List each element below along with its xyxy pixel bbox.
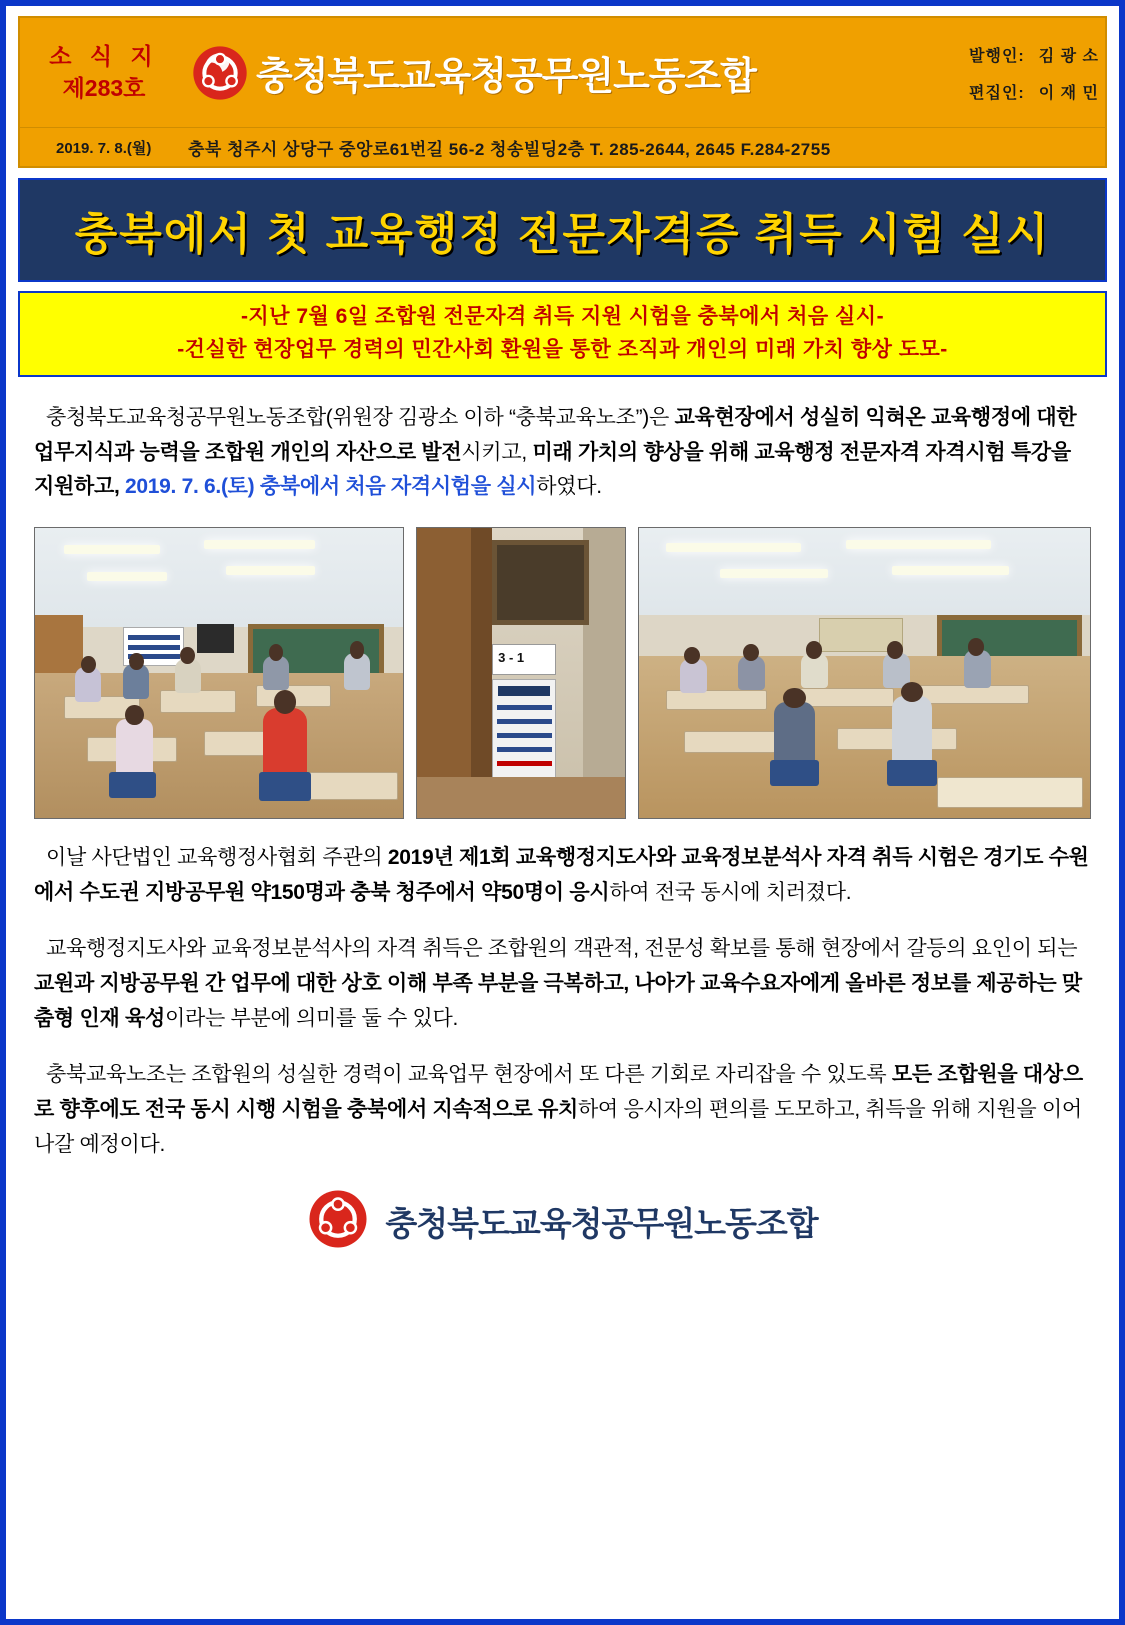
- p1-seg-4: 미래 가치의 향상을 위해 교육행정 전문자격 자격시험 특강을 지원하고,: [34, 440, 1071, 499]
- issue-box: [20, 18, 188, 127]
- subtitle-box: [18, 291, 1107, 377]
- p3-seg-2: 교원과 지방공무원 간 업무에 대한 상호 이해 부족 부분을 극복하고, 나아가 교육수요자에게 올바른 정보를 제공하는 맞춤형 인재 육성: [34, 971, 1082, 1030]
- masthead: [18, 16, 1107, 168]
- publisher-line: [890, 43, 1099, 66]
- article-body: [18, 401, 1107, 1162]
- paragraph-3: [34, 932, 1091, 1036]
- p1-seg-6: 하였다.: [536, 475, 602, 499]
- publisher-label: 발행인:: [969, 47, 1025, 65]
- editor-label: 편집인:: [969, 84, 1025, 102]
- issue-number: 제283호: [62, 74, 146, 101]
- footer: [18, 1188, 1107, 1255]
- editor-line: [890, 80, 1099, 103]
- subtitle-line-2: -건실한 현장업무 경력의 민간사회 환원을 통한 조직과 개인의 미래 가치 향상 도모-: [177, 337, 948, 361]
- contact-address: 충북 청주시 상당구 중앙로61번길 56-2 청송빌딩2층 T. 285-2644, 2645 F.284-2755: [188, 139, 831, 159]
- union-logo-icon: [307, 1188, 369, 1255]
- p4-seg-1: 충북교육노조는 조합원의 성실한 경력이 교육업무 현장에서 또 다른 기회로 자리잡을 수 있도록: [46, 1063, 892, 1087]
- paragraph-2: [34, 841, 1091, 910]
- masthead-bottom: [20, 127, 1105, 166]
- photo-row: [34, 527, 1091, 819]
- p4-seg-2: 모든 조합원을 대상으로 향후에도 전국 동시 시행 시험을 충북에서 지속적으로 유치: [34, 1063, 1083, 1121]
- publisher-name: 김 광 소: [1038, 47, 1099, 65]
- publication-info: [890, 18, 1105, 127]
- p2-seg-3: 하여 전국 동시에 치러졌다.: [609, 880, 852, 904]
- footer-organization-name: 충청북도교육청공무원노동조합: [385, 1205, 818, 1243]
- issue-date: 2019. 7. 8.(월): [56, 139, 152, 157]
- subtitle-line-1: -지난 7월 6일 조합원 전문자격 취득 지원 시험을 충북에서 처음 실시-: [240, 305, 885, 328]
- photo-exam-room-2: [638, 527, 1091, 819]
- p1-seg-2: 교육현장에서 성실히 익혀온 교육행정에 대한 업무지식과 능력을 조합원 개인의 자산으로 발전: [34, 406, 1077, 464]
- paragraph-1: [34, 401, 1091, 505]
- headline-bar: [18, 178, 1107, 282]
- p4-seg-3: 하여 응시자의 편의를 도모하고, 취득을 위해 지원을 이어나갈 예정이다.: [34, 1097, 1082, 1156]
- issue-label: 소 식 지: [49, 43, 159, 70]
- p1-seg-3: 시키고,: [461, 440, 533, 464]
- photo-exam-room-1: [34, 527, 404, 819]
- p1-seg-5: 2019. 7. 6.(토) 충북에서 처음 자격시험을 실시: [125, 475, 537, 499]
- editor-name: 이 재 민: [1038, 84, 1099, 102]
- p1-seg-1: 충청북도교육청공무원노동조합(위원장 김광소 이하 “충북교육노조”)은: [46, 406, 675, 430]
- organization-title: 충청북도교육청공무원노동조합: [256, 56, 756, 98]
- photo-exam-signage: 3 - 1: [416, 527, 626, 819]
- p3-seg-1: 교육행정지도사와 교육정보분석사의 자격 취득은 조합원의 객관적, 전문성 확보를 통해 현장에서 갈등의 요인이 되는: [46, 937, 1078, 961]
- p2-seg-1: 이날 사단법인 교육행정사협회 주관의: [46, 846, 388, 870]
- page-title: 충북에서 첫 교육행정 전문자격증 취득 시험 실시: [74, 210, 1051, 259]
- union-logo-icon: [188, 18, 252, 127]
- paragraph-4: [34, 1058, 1091, 1162]
- masthead-top: [20, 18, 1105, 127]
- p3-seg-3: 이라는 부분에 의미를 둘 수 있다.: [165, 1006, 459, 1030]
- p2-seg-2: 2019년 제1회 교육행정지도사와 교육정보분석사 자격 취득 시험은 경기도 수원에서 수도권 지방공무원 약150명과 충북 청주에서 약50명이 응시: [34, 846, 1089, 904]
